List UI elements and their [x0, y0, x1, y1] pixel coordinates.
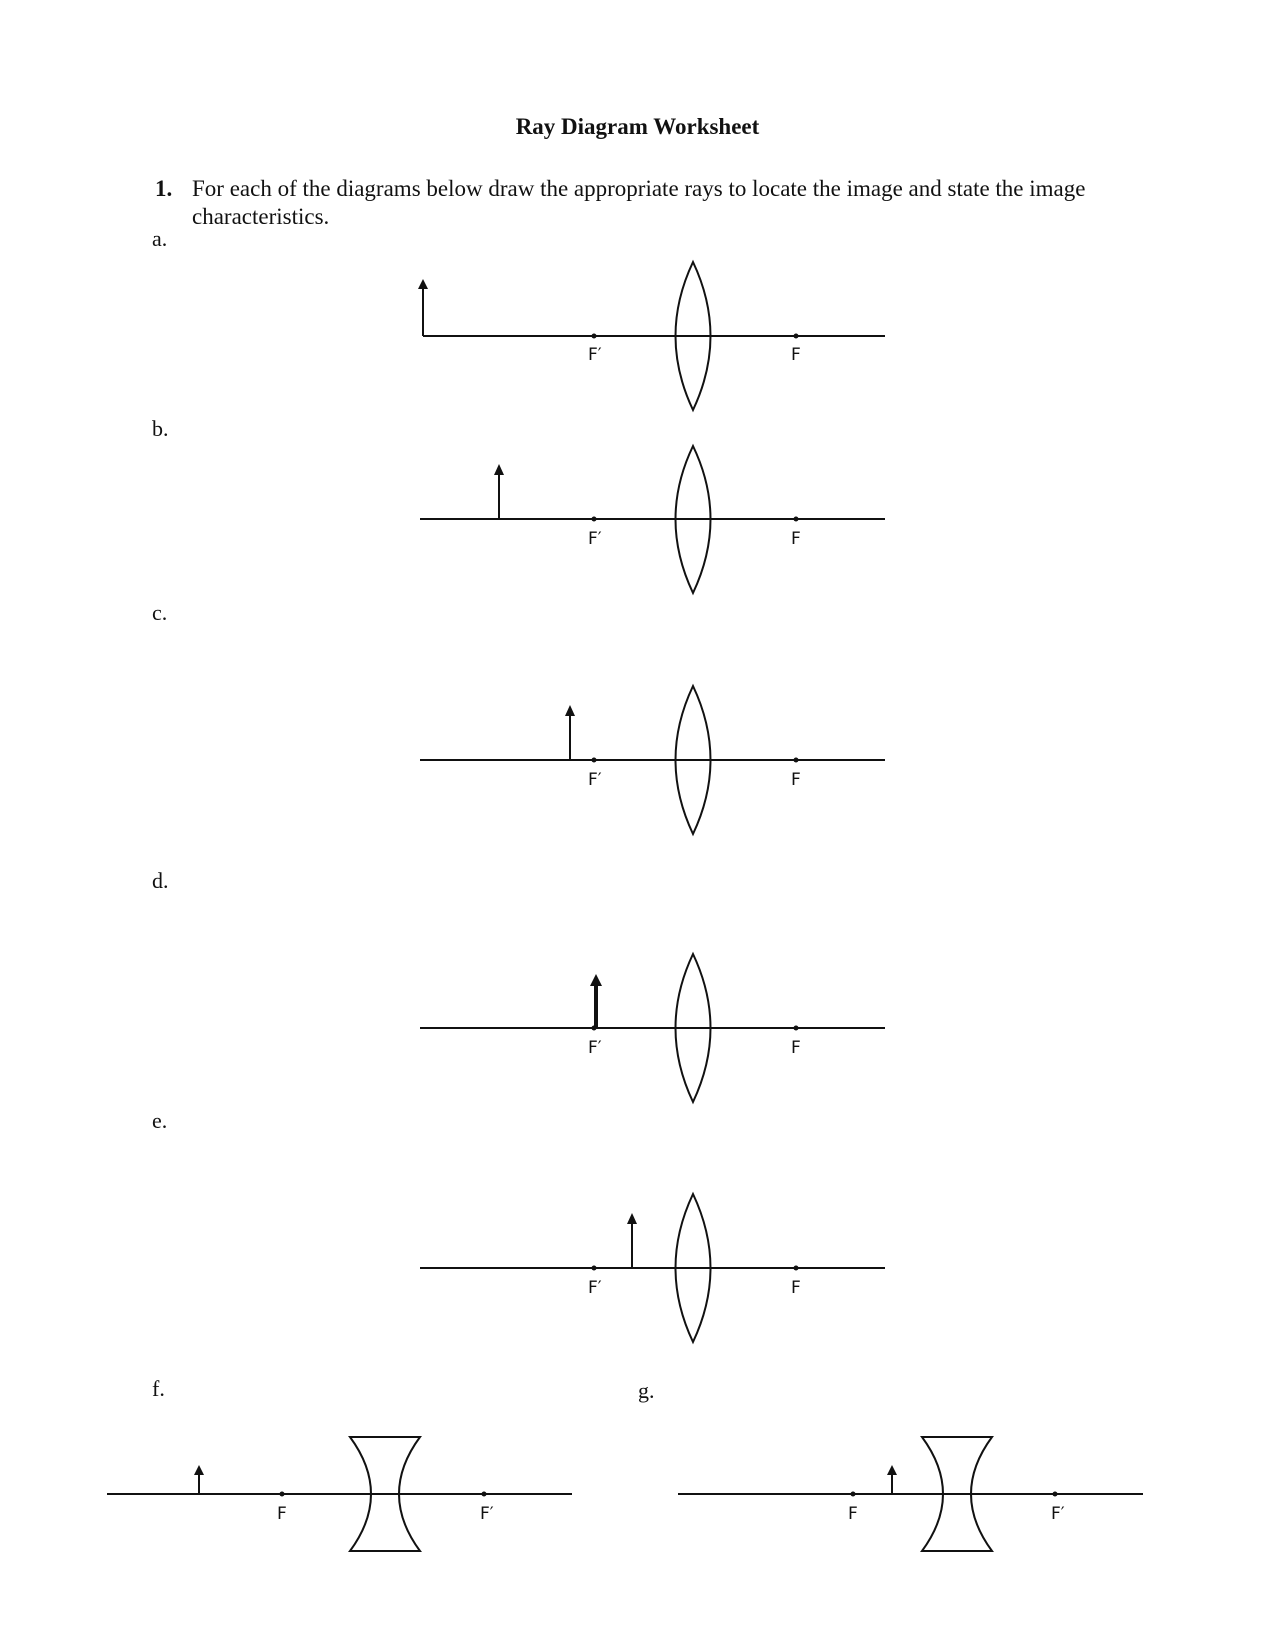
- focus-label-left: F′: [588, 1278, 602, 1298]
- question-number: 1.: [155, 176, 173, 201]
- focus-point-left: [851, 1492, 856, 1497]
- focus-point-right: [1053, 1492, 1058, 1497]
- part-label-a: a.: [152, 226, 168, 251]
- part-label-d: d.: [152, 868, 169, 893]
- part-label-f: f.: [152, 1376, 165, 1401]
- focus-label-right: F: [791, 345, 801, 365]
- focus-label-right: F′: [1051, 1504, 1065, 1524]
- focus-label-left: F: [277, 1504, 287, 1524]
- focus-label-left: F: [848, 1504, 858, 1524]
- focus-label-right: F: [791, 1038, 801, 1058]
- part-label-c: c.: [152, 600, 168, 625]
- part-label-e: e.: [152, 1108, 168, 1133]
- part-label-b: b.: [152, 416, 169, 441]
- focus-label-right: F: [791, 529, 801, 549]
- focus-label-left: F′: [588, 345, 602, 365]
- worksheet-title: Ray Diagram Worksheet: [515, 114, 760, 139]
- question-text: For each of the diagrams below draw the appropriate rays to locate the image and state the image characteristics.: [192, 176, 1086, 229]
- part-label-g: g.: [638, 1378, 655, 1403]
- focus-label-right: F: [791, 770, 801, 790]
- focus-label-left: F′: [588, 529, 602, 549]
- focus-label-right: F: [791, 1278, 801, 1298]
- focus-label-left: F′: [588, 770, 602, 790]
- focus-label-right: F′: [480, 1504, 494, 1524]
- object-arrowhead: [887, 1465, 897, 1475]
- focus-label-left: F′: [588, 1038, 602, 1058]
